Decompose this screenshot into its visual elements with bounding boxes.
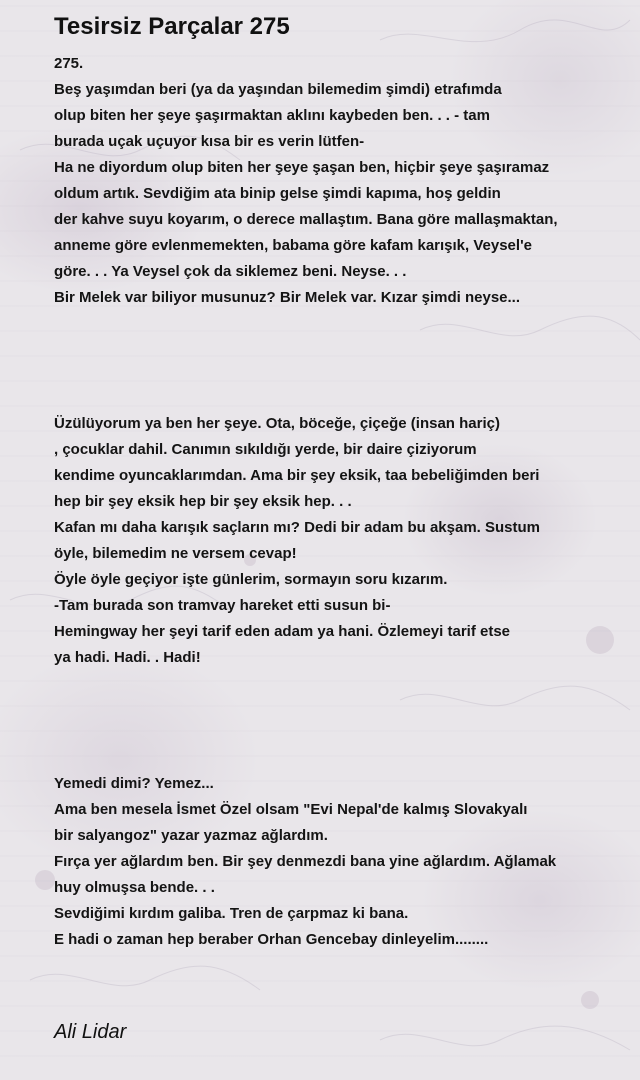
poem-line: hep bir şey eksik hep bir şey eksik hep. . . [54, 493, 352, 510]
poem-line: Sevdiğimi kırdım galiba. Tren de çarpmaz ki bana. [54, 905, 409, 922]
poem-line: Kafan mı daha karışık saçların mı? Dedi bir adam bu akşam. Sustum [54, 519, 541, 536]
poem-stanza-1 [54, 51, 620, 311]
poem-line: huy olmuşsa bende. . . [54, 879, 215, 896]
poem-stanza-3 [54, 771, 620, 953]
poem-line: Hemingway her şeyi tarif eden adam ya hani. Özlemeyi tarif etse [54, 623, 511, 640]
poem-line: Üzülüyorum ya ben her şeye. Ota, böceğe, çiçeğe (insan hariç) [54, 415, 500, 432]
poem-line: Fırça yer ağlardım ben. Bir şey denmezdi bana yine ağlardım. Ağlamak [54, 853, 557, 870]
poem-line: Öyle öyle geçiyor işte günlerim, sormayın soru kızarım. [54, 571, 448, 588]
poem-line: Beş yaşımdan beri (ya da yaşından bilemedim şimdi) etrafımda [54, 81, 502, 98]
poem-line: olup biten her şeye şaşırmaktan aklını kaybeden ben. . . - tam [54, 107, 490, 124]
poem-line: der kahve suyu koyarım, o derece mallaştım. Bana göre mallaşmaktan, [54, 211, 558, 228]
poem-line: ya hadi. Hadi. . Hadi! [54, 649, 201, 666]
poem-line: Ha ne diyordum olup biten her şeye şaşan ben, hiçbir şeye şaşıramaz [54, 159, 550, 176]
poem-line: Bir Melek var biliyor musunuz? Bir Melek var. Kızar şimdi neyse... [54, 289, 521, 306]
poem-line: 275. [54, 55, 84, 72]
poem-line: öyle, bilemedim ne versem cevap! [54, 545, 297, 562]
poem-title: Tesirsiz Parçalar 275 [54, 13, 290, 40]
poem-author: Ali Lidar [54, 1021, 127, 1043]
poem-line: bir salyangoz" yazar yazmaz ağlardım. [54, 827, 328, 844]
poem-line: Ama ben mesela İsmet Özel olsam "Evi Nepal'de kalmış Slovakyalı [54, 801, 528, 818]
poem-line: -Tam burada son tramvay hareket etti susun bi- [54, 597, 391, 614]
poem-line: oldum artık. Sevdiğim ata binip gelse şimdi kapıma, hoş geldin [54, 185, 501, 202]
poem-stanza-2 [54, 411, 620, 671]
poem-line: kendime oyuncaklarımdan. Ama bir şey eksik, taa bebeliğimden beri [54, 467, 540, 484]
poem-line: anneme göre evlenmemekten, babama göre kafam karışık, Veysel'e [54, 237, 532, 254]
poem-line: burada uçak uçuyor kısa bir es verin lütfen- [54, 133, 365, 150]
poem-line: Yemedi dimi? Yemez... [54, 775, 214, 792]
poem-line: göre. . . Ya Veysel çok da siklemez beni. Neyse. . . [54, 263, 407, 280]
poem-line: , çocuklar dahil. Canımın sıkıldığı yerde, bir daire çiziyorum [54, 441, 477, 458]
poem-line: E hadi o zaman hep beraber Orhan Gencebay dinleyelim........ [54, 931, 489, 948]
